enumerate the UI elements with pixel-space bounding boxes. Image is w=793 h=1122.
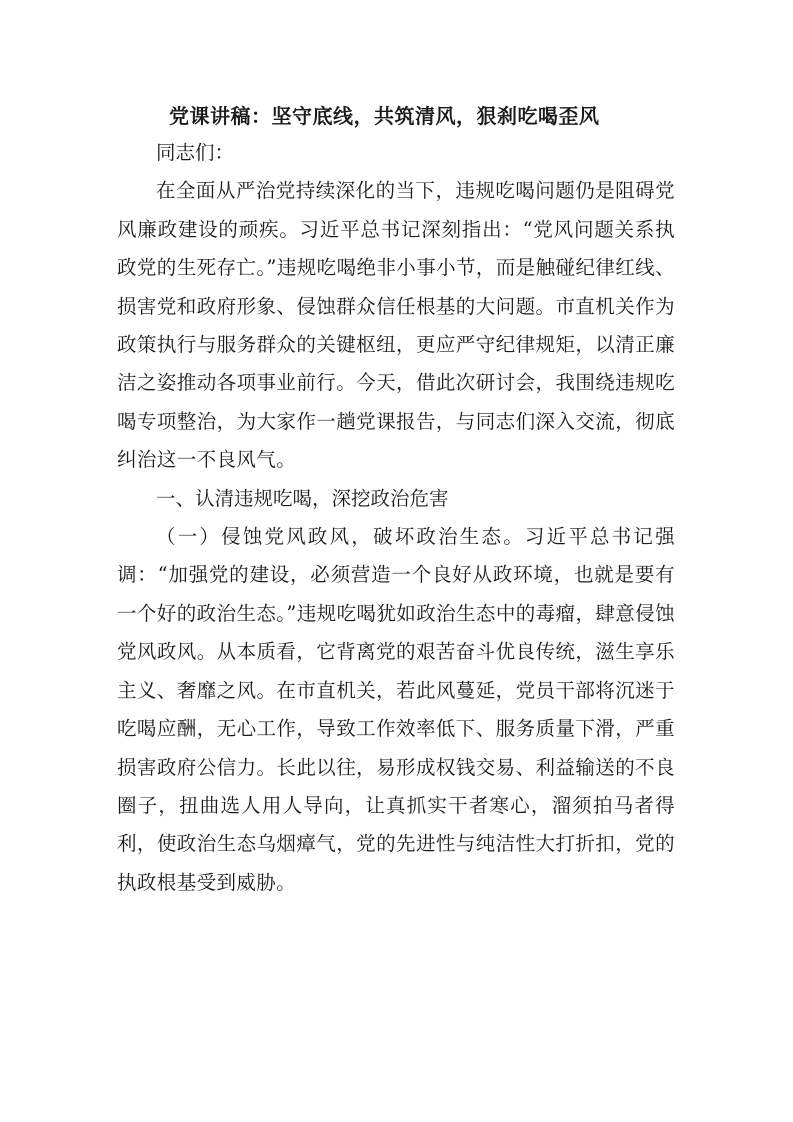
section-heading: 一、认清违规吃喝，深挖政治危害 [156, 486, 449, 510]
document-page [117, 98, 675, 902]
document-title: 党课讲稿：坚守底线，共筑清风，狠刹吃喝歪风 [169, 104, 600, 128]
intro-paragraph: 在全面从严治党持续深化的当下，违规吃喝问题仍是阻碍党风廉政建设的顽疾。习近平总书记深刻指出：“党风问题关系执政党的生死存亡。”违规吃喝绝非小事小节，而是触碰纪律红线、损害党和政府形象、侵蚀群众信任根基的大问题。市直机关作为政策执行与服务群众的关键枢纽，更应严守纪律规矩，以清正廉洁之姿推动各项事业前行。今天，借此次研讨会，我围绕违规吃喝专项整治，为大家作一趟党课报告，与同志们深入交流，彻底纠治这一不良风气。 [117, 179, 675, 472]
salutation: 同志们： [156, 141, 235, 164]
subsection-paragraph: （一）侵蚀党风政风，破坏政治生态。习近平总书记强调：“加强党的建设，必须营造一个良好从政环境，也就是要有一个好的政治生态。”违规吃喝犹如政治生态中的毒瘤，肆意侵蚀党风政风。从本质看，它背离党的艰苦奋斗优良传统，滋生享乐主义、奢靡之风。在市直机关，若此风蔓延，党员干部将沉迷于吃喝应酬，无心工作，导致工作效率低下、服务质量下滑，严重损害政府公信力。长此以往，易形成权钱交易、利益输送的不良圈子，扭曲选人用人导向，让真抓实干者寒心，溜须拍马者得利，使政治生态乌烟瘴气，党的先进性与纯洁性大打折扣，党的执政根基受到威胁。 [117, 525, 675, 894]
